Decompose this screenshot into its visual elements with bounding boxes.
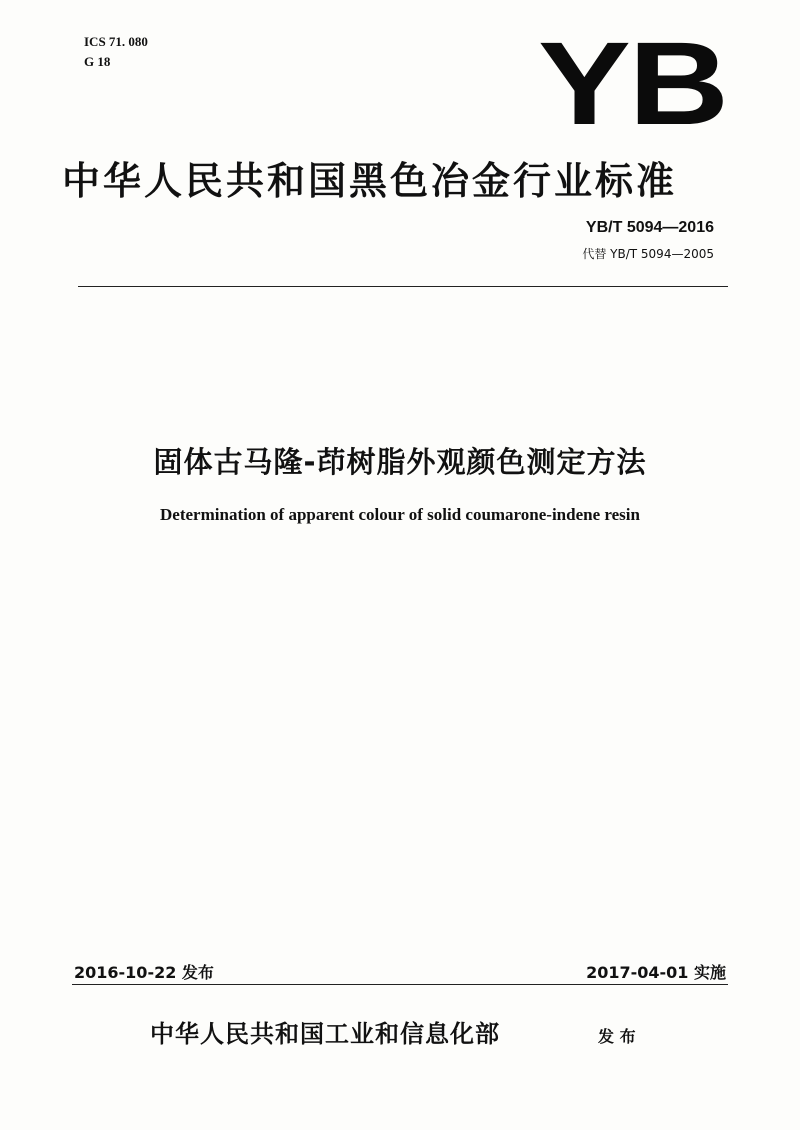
issue-date: 2016-10-22 发布	[74, 963, 214, 982]
ics-code: ICS 71. 080	[84, 34, 148, 49]
bottom-divider	[72, 984, 728, 985]
classification-code: G 18	[84, 54, 111, 69]
yb-logo: YB	[538, 18, 727, 150]
document-title-zh: 固体古马隆-茚树脂外观颜色测定方法	[153, 445, 647, 479]
standard-code: YB/T 5094—2016	[585, 219, 714, 236]
org-title: 中华人民共和国黑色冶金行业标准	[62, 159, 678, 203]
top-divider	[78, 286, 728, 287]
issuing-ministry: 中华人民共和国工业和信息化部	[150, 1020, 500, 1048]
replaces-standard: 代替 YB/T 5094—2005	[582, 247, 714, 261]
publish-label: 发 布	[598, 1027, 636, 1046]
document-title-en: Determination of apparent colour of solid coumarone-indene resin	[160, 505, 640, 524]
implementation-date: 2017-04-01 实施	[586, 963, 726, 982]
